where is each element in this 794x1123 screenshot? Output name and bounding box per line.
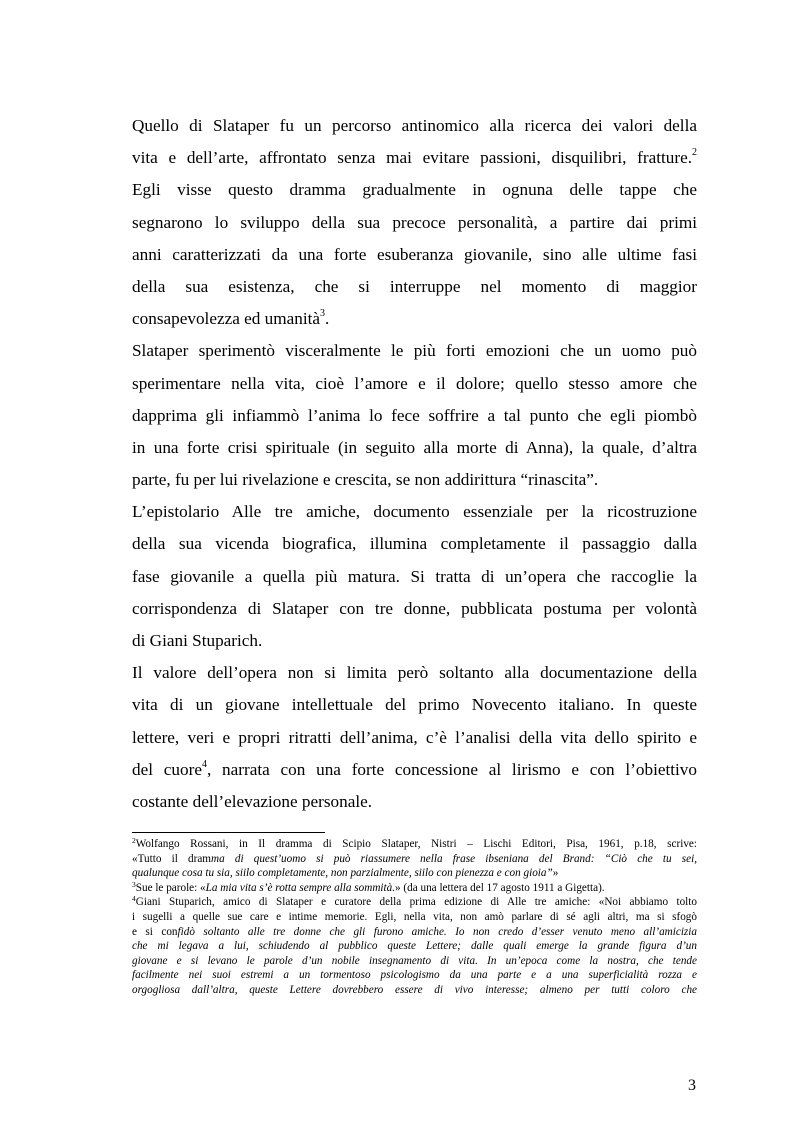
footnote-ref-2[interactable]: 2 [692, 147, 697, 159]
text-segment: , narrata con una forte concessione al lirismo e con l’obiettivo [206, 759, 697, 779]
text-line: Egli visse questo dramma gradualmente in ognuna delle tappe che [132, 180, 697, 200]
text-line: Il valore dell’opera non si limita però soltanto alla documentazione della [132, 663, 697, 683]
text-segment: consapevolezza ed umanità [132, 309, 321, 329]
footnote-text: Sue le parole: « [135, 881, 206, 894]
footnote-line [132, 852, 697, 867]
text-line: dapprima gli infiammò l’anima lo fece soffrire a tal punto che egli piombò [132, 405, 697, 425]
footnote-3 [132, 881, 697, 896]
footnote-line [132, 866, 697, 881]
footnote-quote: facilmente nei suoi estremi a un tormentoso psicologismo da una parte e a una superficialità rozza e [132, 969, 697, 982]
footnote-text: «Tutto il dram [132, 852, 211, 865]
footnote-ref-4[interactable]: 4 [201, 759, 207, 771]
page-number: 3 [688, 1077, 696, 1094]
text-segment: vita e dell’arte, affrontato senza mai evitare passioni, disquilibri, fratture. [132, 148, 692, 168]
footnote-text: » (da una lettera del 17 agosto 1911 a Gigetta). [395, 881, 605, 894]
footnote-text: e si con [132, 925, 178, 938]
text-line: fase giovanile a quella più matura. Si tratta di un’opera che raccoglie la [132, 566, 697, 586]
footnote-line [132, 968, 697, 983]
text-line: corrispondenza di Slataper con tre donne, pubblicata postuma per volontà [132, 598, 697, 618]
text-line: di Giani Stuparich. [132, 631, 263, 650]
footnote-separator [132, 832, 325, 833]
footnote-ref-3[interactable]: 3 [320, 308, 326, 320]
text-line [132, 142, 697, 174]
main-text [132, 110, 697, 818]
footnote-line [132, 925, 697, 940]
footnote-quote: orgogliosa dall’altra, queste Lettere dovrebbero essere di vivo interesse; almeno per tutti coloro che [132, 983, 697, 996]
text-segment: . [325, 309, 330, 329]
footnote-text: Giani Stuparich, amico di Slataper e curatore della prima edizione di Alle tre amiche: «Noi abbiamo tolto [135, 896, 697, 909]
text-line [132, 754, 697, 786]
text-line: della sua esistenza, che si interruppe nel momento di maggior [132, 276, 697, 296]
footnote-line [132, 983, 697, 998]
footnote-text: Wolfango Rossani, in Il dramma di Scipio Slataper, Nistri – Lischi Editori, Pisa, 1961, p.18, scrive: [135, 838, 697, 850]
footnote-4 [132, 895, 697, 910]
text-line: della sua vicenda biografica, illumina completamente il passaggio dalla [132, 534, 697, 554]
footnote-quote: che mi legava a lui, schiudendo al pubblico queste Lettere; dalle quali emerge la grande figura d’un [132, 940, 697, 953]
text-line: Quello di Slataper fu un percorso antinomico alla ricerca dei valori della [132, 116, 697, 135]
footnote-text: » [552, 867, 559, 880]
footnotes [132, 837, 697, 998]
text-line: segnarono lo sviluppo della sua precoce personalità, a partire dai primi [132, 212, 697, 232]
text-line: in una forte crisi spirituale (in seguito alla morte di Anna), la quale, d’altra [132, 437, 697, 457]
text-line: Slataper sperimentò visceralmente le più forti emozioni che un uomo può [132, 341, 697, 361]
text-segment: del cuore [132, 759, 202, 779]
footnote-line [132, 939, 697, 954]
footnote-mark: 4 [132, 894, 136, 904]
footnote-line: i sugelli a quelle sue care e intime memorie. Egli, nella vita, non amò parlare di sé agli altri, ma si sfogò [132, 910, 697, 923]
text-line [132, 303, 697, 335]
footnote-2 [132, 837, 697, 852]
text-line: costante dell’elevazione personale. [132, 791, 373, 811]
text-line: vita di un giovane intellettuale del primo Novecento italiano. In queste [132, 695, 697, 715]
footnote-mark: 3 [132, 879, 136, 889]
text-line: sperimentare nella vita, cioè l’amore e il dolore; quello stesso amore che [132, 373, 697, 393]
footnote-quote: giovane e si levano le parole d’un nobile insegnamento di vita. In un’epoca come la nostra, che tende [132, 954, 697, 967]
footnote-quote: fidò soltanto alle tre donne che gli furono amiche. Io non credo d’esser venuto meno all’amicizia [177, 925, 697, 938]
footnote-quote: La mia vita s’è rotta sempre alla sommità. [205, 881, 396, 894]
text-line: anni caratterizzati da una forte esuberanza giovanile, sino alle ultime fasi [132, 244, 697, 264]
text-line: lettere, veri e propri ritratti dell’anima, c’è l’analisi della vita dello spirito e [132, 727, 697, 747]
text-line: parte, fu per lui rivelazione e crescita, se non addirittura “rinascita”. [132, 470, 599, 490]
footnote-line [132, 954, 697, 969]
footnote-mark: 2 [132, 836, 136, 845]
footnote-quote: ma di quest’uomo si può riassumere nella frase ibseniana del Brand: “Ciò che tu sei, [211, 852, 697, 865]
footnote-quote: qualunque cosa tu sia, siilo completamente, non parzialmente, siilo con pienezza e con gioia” [132, 867, 553, 880]
text-line: L’epistolario Alle tre amiche, documento essenziale per la ricostruzione [132, 502, 697, 522]
